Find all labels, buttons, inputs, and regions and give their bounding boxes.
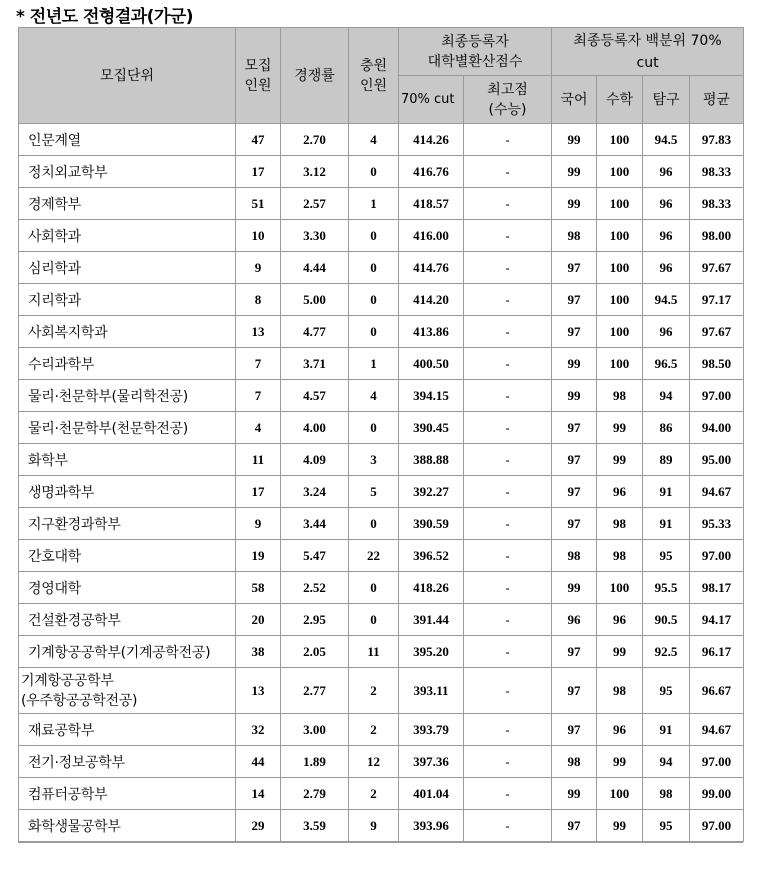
cell-inq: 91 [643, 508, 690, 540]
cell-recruit: 58 [236, 572, 281, 604]
cell-name: 정치외교학부 [19, 156, 236, 188]
cell-cut: 414.26 [399, 124, 464, 156]
admission-results-table [18, 27, 744, 842]
cell-recruit: 51 [236, 188, 281, 220]
cell-cut: 418.57 [399, 188, 464, 220]
cell-recruit: 4 [236, 412, 281, 444]
cell-math: 98 [597, 668, 643, 714]
cell-rate: 3.71 [281, 348, 349, 380]
cell-avg: 96.17 [690, 636, 744, 668]
cell-name: 화학부 [19, 444, 236, 476]
cell-math: 100 [597, 348, 643, 380]
cell-kor: 97 [552, 444, 597, 476]
table-row [19, 476, 744, 508]
cell-add: 3 [349, 444, 399, 476]
cell-avg: 97.00 [690, 540, 744, 572]
cell-rate: 3.00 [281, 714, 349, 746]
cell-max: - [464, 412, 552, 444]
table-row [19, 604, 744, 636]
cell-cut: 413.86 [399, 316, 464, 348]
cell-kor: 97 [552, 508, 597, 540]
cell-avg: 98.33 [690, 188, 744, 220]
cell-kor: 97 [552, 284, 597, 316]
cell-name: 재료공학부 [19, 714, 236, 746]
cell-inq: 95 [643, 540, 690, 572]
table-row [19, 572, 744, 604]
cell-kor: 97 [552, 636, 597, 668]
cell-kor: 96 [552, 604, 597, 636]
cell-avg: 97.67 [690, 252, 744, 284]
cell-rate: 5.00 [281, 284, 349, 316]
table-row [19, 636, 744, 668]
table-row [19, 412, 744, 444]
cell-math: 99 [597, 746, 643, 778]
cell-avg: 94.17 [690, 604, 744, 636]
cell-name: 생명과학부 [19, 476, 236, 508]
cell-cut: 393.79 [399, 714, 464, 746]
cell-max: - [464, 508, 552, 540]
cell-max: - [464, 636, 552, 668]
cell-math: 99 [597, 636, 643, 668]
cell-max: - [464, 348, 552, 380]
table-row [19, 668, 744, 714]
cell-math: 100 [597, 252, 643, 284]
cell-recruit: 32 [236, 714, 281, 746]
cell-rate: 3.44 [281, 508, 349, 540]
cell-inq: 96 [643, 316, 690, 348]
cell-add: 5 [349, 476, 399, 508]
cell-inq: 94 [643, 380, 690, 412]
cell-max: - [464, 252, 552, 284]
cell-recruit: 19 [236, 540, 281, 572]
cell-avg: 97.00 [690, 746, 744, 778]
page-title: * 전년도 전형결과(가군) [16, 7, 194, 27]
cell-recruit: 10 [236, 220, 281, 252]
cell-rate: 4.77 [281, 316, 349, 348]
cell-max: - [464, 220, 552, 252]
header-competition: 경쟁률 [281, 28, 349, 124]
cell-add: 1 [349, 188, 399, 220]
cell-name: 경영대학 [19, 572, 236, 604]
cell-inq: 96 [643, 188, 690, 220]
cell-cut: 393.11 [399, 668, 464, 714]
cell-recruit: 7 [236, 348, 281, 380]
table-row [19, 156, 744, 188]
table-row [19, 188, 744, 220]
cell-name: 지구환경과학부 [19, 508, 236, 540]
cell-name: 인문계열 [19, 124, 236, 156]
cell-math: 96 [597, 604, 643, 636]
cell-kor: 97 [552, 412, 597, 444]
table-body [19, 124, 744, 842]
cell-add: 0 [349, 220, 399, 252]
cell-recruit: 11 [236, 444, 281, 476]
header-cut70-label: 70% cut [401, 91, 455, 107]
cell-max: - [464, 188, 552, 220]
cell-recruit: 47 [236, 124, 281, 156]
table-row [19, 252, 744, 284]
cell-avg: 97.17 [690, 284, 744, 316]
cell-name: 사회복지학과 [19, 316, 236, 348]
header-additional: 충원 인원 [349, 28, 399, 124]
cell-add: 0 [349, 156, 399, 188]
cell-kor: 99 [552, 124, 597, 156]
cell-recruit: 38 [236, 636, 281, 668]
cell-rate: 3.12 [281, 156, 349, 188]
cell-avg: 95.00 [690, 444, 744, 476]
cell-name: 기계항공공학부 (우주항공공학전공) [19, 668, 236, 714]
cell-kor: 97 [552, 810, 597, 842]
cell-cut: 416.76 [399, 156, 464, 188]
table-row [19, 778, 744, 810]
cell-cut: 393.96 [399, 810, 464, 842]
cell-name: 컴퓨터공학부 [19, 778, 236, 810]
cell-add: 0 [349, 412, 399, 444]
cell-name: 지리학과 [19, 284, 236, 316]
cell-inq: 86 [643, 412, 690, 444]
cell-cut: 390.59 [399, 508, 464, 540]
cell-kor: 98 [552, 540, 597, 572]
header-average: 평균 [690, 76, 744, 124]
cell-recruit: 13 [236, 668, 281, 714]
cell-kor: 99 [552, 380, 597, 412]
cell-max: - [464, 156, 552, 188]
cell-math: 98 [597, 508, 643, 540]
cell-recruit: 17 [236, 476, 281, 508]
cell-max: - [464, 284, 552, 316]
cell-rate: 4.44 [281, 252, 349, 284]
cell-recruit: 44 [236, 746, 281, 778]
cell-name: 물리·천문학부(천문학전공) [19, 412, 236, 444]
cell-rate: 2.77 [281, 668, 349, 714]
cell-rate: 2.95 [281, 604, 349, 636]
table-row [19, 540, 744, 572]
cell-inq: 89 [643, 444, 690, 476]
cell-max: - [464, 778, 552, 810]
bottom-rule [18, 842, 743, 843]
cell-cut: 418.26 [399, 572, 464, 604]
cell-name: 경제학부 [19, 188, 236, 220]
cell-avg: 98.17 [690, 572, 744, 604]
cell-recruit: 13 [236, 316, 281, 348]
table-row [19, 124, 744, 156]
cell-avg: 94.67 [690, 714, 744, 746]
cell-rate: 2.70 [281, 124, 349, 156]
cell-max: - [464, 810, 552, 842]
cell-inq: 92.5 [643, 636, 690, 668]
cell-avg: 94.67 [690, 476, 744, 508]
header-math: 수학 [597, 76, 643, 124]
cell-max: - [464, 316, 552, 348]
cell-cut: 400.50 [399, 348, 464, 380]
table-row [19, 220, 744, 252]
cell-max: - [464, 714, 552, 746]
cell-inq: 95 [643, 810, 690, 842]
cell-rate: 2.57 [281, 188, 349, 220]
header-recruit: 모집 인원 [236, 28, 281, 124]
cell-kor: 97 [552, 252, 597, 284]
cell-inq: 96 [643, 252, 690, 284]
table-row [19, 714, 744, 746]
cell-max: - [464, 476, 552, 508]
cell-math: 98 [597, 540, 643, 572]
cell-avg: 98.00 [690, 220, 744, 252]
cell-avg: 98.50 [690, 348, 744, 380]
cell-inq: 90.5 [643, 604, 690, 636]
cell-inq: 95 [643, 668, 690, 714]
cell-inq: 91 [643, 714, 690, 746]
table-row [19, 746, 744, 778]
cell-add: 2 [349, 714, 399, 746]
cell-name: 건설환경공학부 [19, 604, 236, 636]
cell-max: - [464, 604, 552, 636]
cell-name: 물리·천문학부(물리학전공) [19, 380, 236, 412]
cell-add: 9 [349, 810, 399, 842]
table-row [19, 508, 744, 540]
cell-rate: 3.59 [281, 810, 349, 842]
header-score-group: 최종등록자 대학별환산점수 [399, 28, 552, 76]
cell-add: 0 [349, 604, 399, 636]
cell-inq: 94.5 [643, 284, 690, 316]
cell-math: 99 [597, 444, 643, 476]
cell-cut: 390.45 [399, 412, 464, 444]
cell-cut: 414.20 [399, 284, 464, 316]
cell-max: - [464, 444, 552, 476]
cell-recruit: 14 [236, 778, 281, 810]
cell-recruit: 29 [236, 810, 281, 842]
header-max-csat: 최고점 (수능) [464, 76, 552, 124]
cell-recruit: 7 [236, 380, 281, 412]
table-row [19, 380, 744, 412]
cell-avg: 99.00 [690, 778, 744, 810]
cell-kor: 98 [552, 220, 597, 252]
cell-avg: 97.00 [690, 810, 744, 842]
cell-avg: 95.33 [690, 508, 744, 540]
cell-inq: 95.5 [643, 572, 690, 604]
cell-math: 100 [597, 284, 643, 316]
cell-rate: 4.57 [281, 380, 349, 412]
cell-math: 100 [597, 188, 643, 220]
table-row [19, 444, 744, 476]
cell-math: 100 [597, 124, 643, 156]
cell-avg: 97.67 [690, 316, 744, 348]
cell-rate: 2.52 [281, 572, 349, 604]
header-percentile-group: 최종등록자 백분위 70% cut [552, 28, 744, 76]
cell-add: 0 [349, 508, 399, 540]
cell-avg: 97.83 [690, 124, 744, 156]
cell-avg: 96.67 [690, 668, 744, 714]
cell-add: 12 [349, 746, 399, 778]
cell-avg: 94.00 [690, 412, 744, 444]
cell-name: 간호대학 [19, 540, 236, 572]
cell-rate: 3.24 [281, 476, 349, 508]
cell-cut: 392.27 [399, 476, 464, 508]
cell-add: 2 [349, 668, 399, 714]
cell-max: - [464, 668, 552, 714]
cell-rate: 2.79 [281, 778, 349, 810]
cell-math: 96 [597, 476, 643, 508]
cell-cut: 394.15 [399, 380, 464, 412]
cell-rate: 1.89 [281, 746, 349, 778]
cell-name: 화학생물공학부 [19, 810, 236, 842]
cell-name: 사회학과 [19, 220, 236, 252]
cell-cut: 395.20 [399, 636, 464, 668]
cell-kor: 97 [552, 316, 597, 348]
cell-kor: 98 [552, 746, 597, 778]
cell-kor: 99 [552, 348, 597, 380]
cell-add: 22 [349, 540, 399, 572]
cell-max: - [464, 380, 552, 412]
header-inquiry: 탐구 [643, 76, 690, 124]
cell-add: 2 [349, 778, 399, 810]
cell-name: 심리학과 [19, 252, 236, 284]
cell-recruit: 9 [236, 252, 281, 284]
cell-max: - [464, 746, 552, 778]
cell-math: 100 [597, 316, 643, 348]
cell-inq: 91 [643, 476, 690, 508]
table-row [19, 810, 744, 842]
cell-kor: 97 [552, 476, 597, 508]
cell-add: 4 [349, 380, 399, 412]
cell-math: 100 [597, 220, 643, 252]
cell-add: 4 [349, 124, 399, 156]
cell-max: - [464, 540, 552, 572]
table-row [19, 284, 744, 316]
cell-recruit: 20 [236, 604, 281, 636]
cell-max: - [464, 572, 552, 604]
cell-inq: 96 [643, 220, 690, 252]
cell-name: 수리과학부 [19, 348, 236, 380]
cell-recruit: 9 [236, 508, 281, 540]
cell-math: 98 [597, 380, 643, 412]
cell-add: 1 [349, 348, 399, 380]
cell-rate: 4.09 [281, 444, 349, 476]
cell-cut: 388.88 [399, 444, 464, 476]
cell-avg: 98.33 [690, 156, 744, 188]
cell-kor: 97 [552, 714, 597, 746]
cell-recruit: 17 [236, 156, 281, 188]
cell-kor: 99 [552, 572, 597, 604]
cell-rate: 4.00 [281, 412, 349, 444]
cell-cut: 391.44 [399, 604, 464, 636]
cell-math: 99 [597, 412, 643, 444]
cell-inq: 94.5 [643, 124, 690, 156]
cell-math: 99 [597, 810, 643, 842]
header-korean: 국어 [552, 76, 597, 124]
cell-math: 100 [597, 156, 643, 188]
cell-add: 0 [349, 252, 399, 284]
header-cut70 [399, 76, 464, 124]
cell-inq: 98 [643, 778, 690, 810]
cell-math: 100 [597, 778, 643, 810]
header-unit: 모집단위 [19, 28, 236, 124]
cell-cut: 396.52 [399, 540, 464, 572]
cell-kor: 97 [552, 668, 597, 714]
cell-inq: 96 [643, 156, 690, 188]
cell-add: 0 [349, 316, 399, 348]
cell-rate: 5.47 [281, 540, 349, 572]
cell-inq: 94 [643, 746, 690, 778]
table-row [19, 316, 744, 348]
cell-inq: 96.5 [643, 348, 690, 380]
cell-rate: 3.30 [281, 220, 349, 252]
cell-add: 0 [349, 572, 399, 604]
cell-kor: 99 [552, 188, 597, 220]
table-row [19, 348, 744, 380]
cell-math: 96 [597, 714, 643, 746]
cell-name: 전기·정보공학부 [19, 746, 236, 778]
cell-cut: 414.76 [399, 252, 464, 284]
cell-avg: 97.00 [690, 380, 744, 412]
cell-name: 기계항공공학부(기계공학전공) [19, 636, 236, 668]
cell-kor: 99 [552, 778, 597, 810]
cell-cut: 416.00 [399, 220, 464, 252]
cell-rate: 2.05 [281, 636, 349, 668]
cell-max: - [464, 124, 552, 156]
cell-kor: 99 [552, 156, 597, 188]
cell-recruit: 8 [236, 284, 281, 316]
cell-cut: 401.04 [399, 778, 464, 810]
cell-add: 11 [349, 636, 399, 668]
cell-math: 100 [597, 572, 643, 604]
cell-cut: 397.36 [399, 746, 464, 778]
cell-add: 0 [349, 284, 399, 316]
